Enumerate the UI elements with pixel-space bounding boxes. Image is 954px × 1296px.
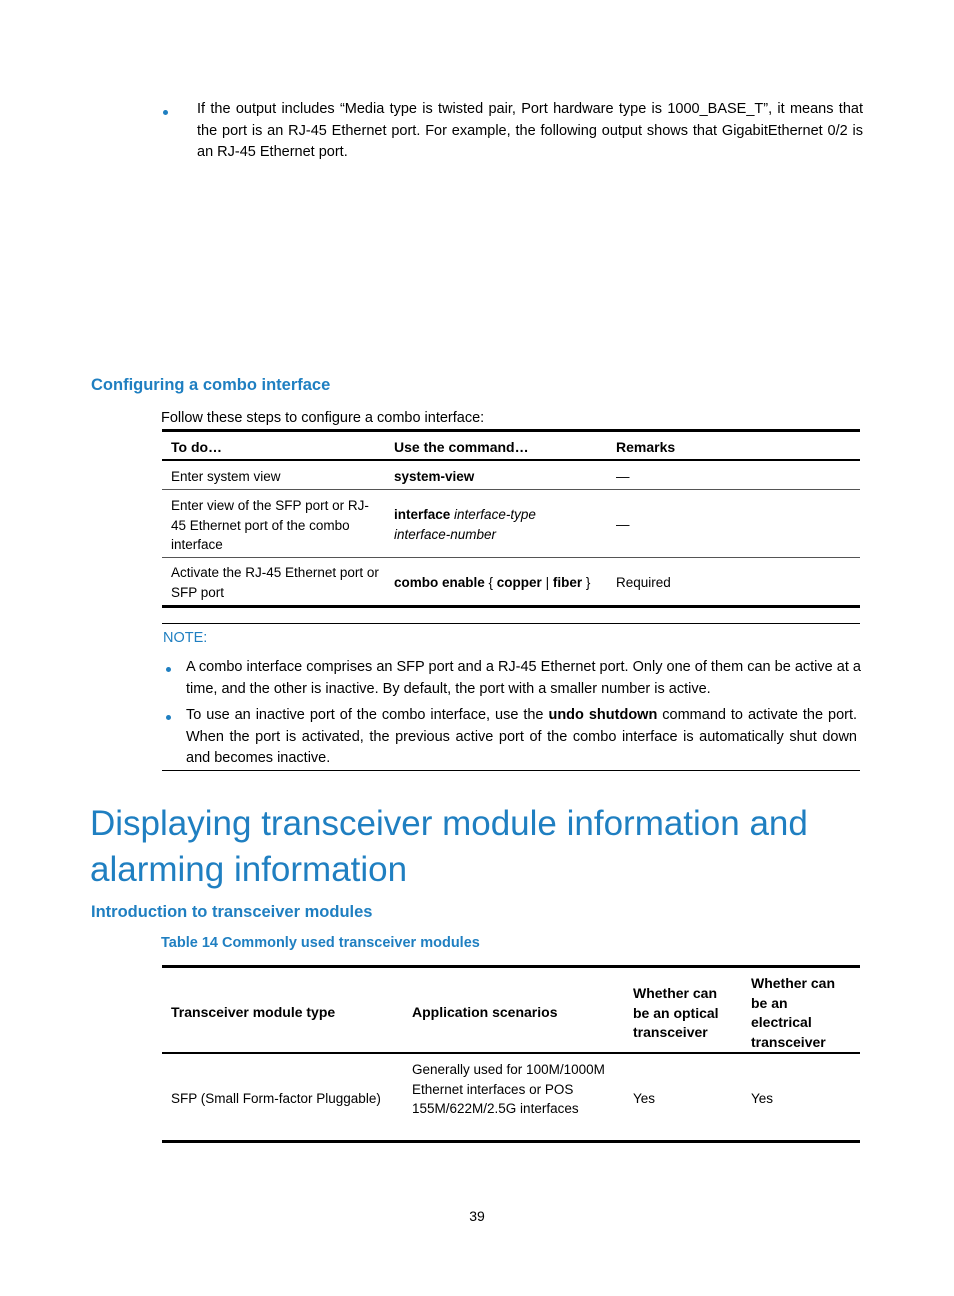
table-cell-optical: Yes (633, 1091, 656, 1106)
intro-bullet-text: If the output includes “Media type is twisted pair, Port hardware type is 1000_BASE_T”, it means that the port is an RJ-45 Ethernet port. For example, the following output shows that GigabitEthernet 0/2 is an RJ-45 Ethernet port. (197, 101, 863, 160)
note-item: To use an inactive port of the combo interface, use the undo shutdown command to activate the port. When the port is activated, the previous active port of the combo interface is automatically shut down and becomes inactive. (186, 707, 858, 766)
table-row: Activate the RJ-45 Ethernet port or SFP port (171, 565, 379, 600)
table-cell-remark: — (616, 517, 630, 532)
table-cell-remark: — (616, 469, 630, 484)
table-cell-command: system-view (394, 469, 475, 484)
page-title: Displaying transceiver module information and alarming information (90, 804, 808, 889)
table-header-electrical: Whether can be an electrical transceiver (751, 975, 836, 1050)
table-header-todo: To do… (171, 439, 223, 455)
table-header-type: Transceiver module type (171, 1004, 336, 1020)
section-heading-combo: Configuring a combo interface (91, 376, 331, 394)
table-cell-scenario: Generally used for 100M/1000M Ethernet interfaces or POS 155M/622M/2.5G interfaces (412, 1062, 605, 1116)
table-row: Enter view of the SFP port or RJ-45 Ethernet port of the combo interface (171, 498, 369, 552)
table-row: Enter system view (171, 469, 281, 484)
table-header-scenarios: Application scenarios (412, 1004, 558, 1020)
table-cell-command: interface interface-type interface-number (394, 507, 536, 542)
table-cell-command: combo enable { copper | fiber } (394, 575, 591, 590)
page-number: 39 (469, 1208, 485, 1224)
combo-lead-text: Follow these steps to configure a combo interface: (161, 410, 485, 426)
table-row: SFP (Small Form-factor Pluggable) (171, 1091, 381, 1106)
table-caption: Table 14 Commonly used transceiver modules (161, 935, 480, 951)
bullet-dot (163, 110, 168, 115)
section-heading-transceiver: Introduction to transceiver modules (91, 903, 373, 921)
bullet-dot (166, 667, 171, 672)
note-item: A combo interface comprises an SFP port and a RJ-45 Ethernet port. Only one of them can be active at a time, and the other is inactive. By default, the port with a smaller number is active. (186, 659, 861, 697)
table-cell-electrical: Yes (751, 1091, 774, 1106)
table-cell-remark: Required (616, 575, 671, 590)
table-header-remarks: Remarks (616, 439, 676, 455)
table-header-command: Use the command… (394, 439, 529, 455)
table-header-optical: Whether can be an optical transceiver (633, 985, 719, 1040)
note-label: NOTE: (163, 630, 208, 646)
bullet-dot (166, 715, 171, 720)
